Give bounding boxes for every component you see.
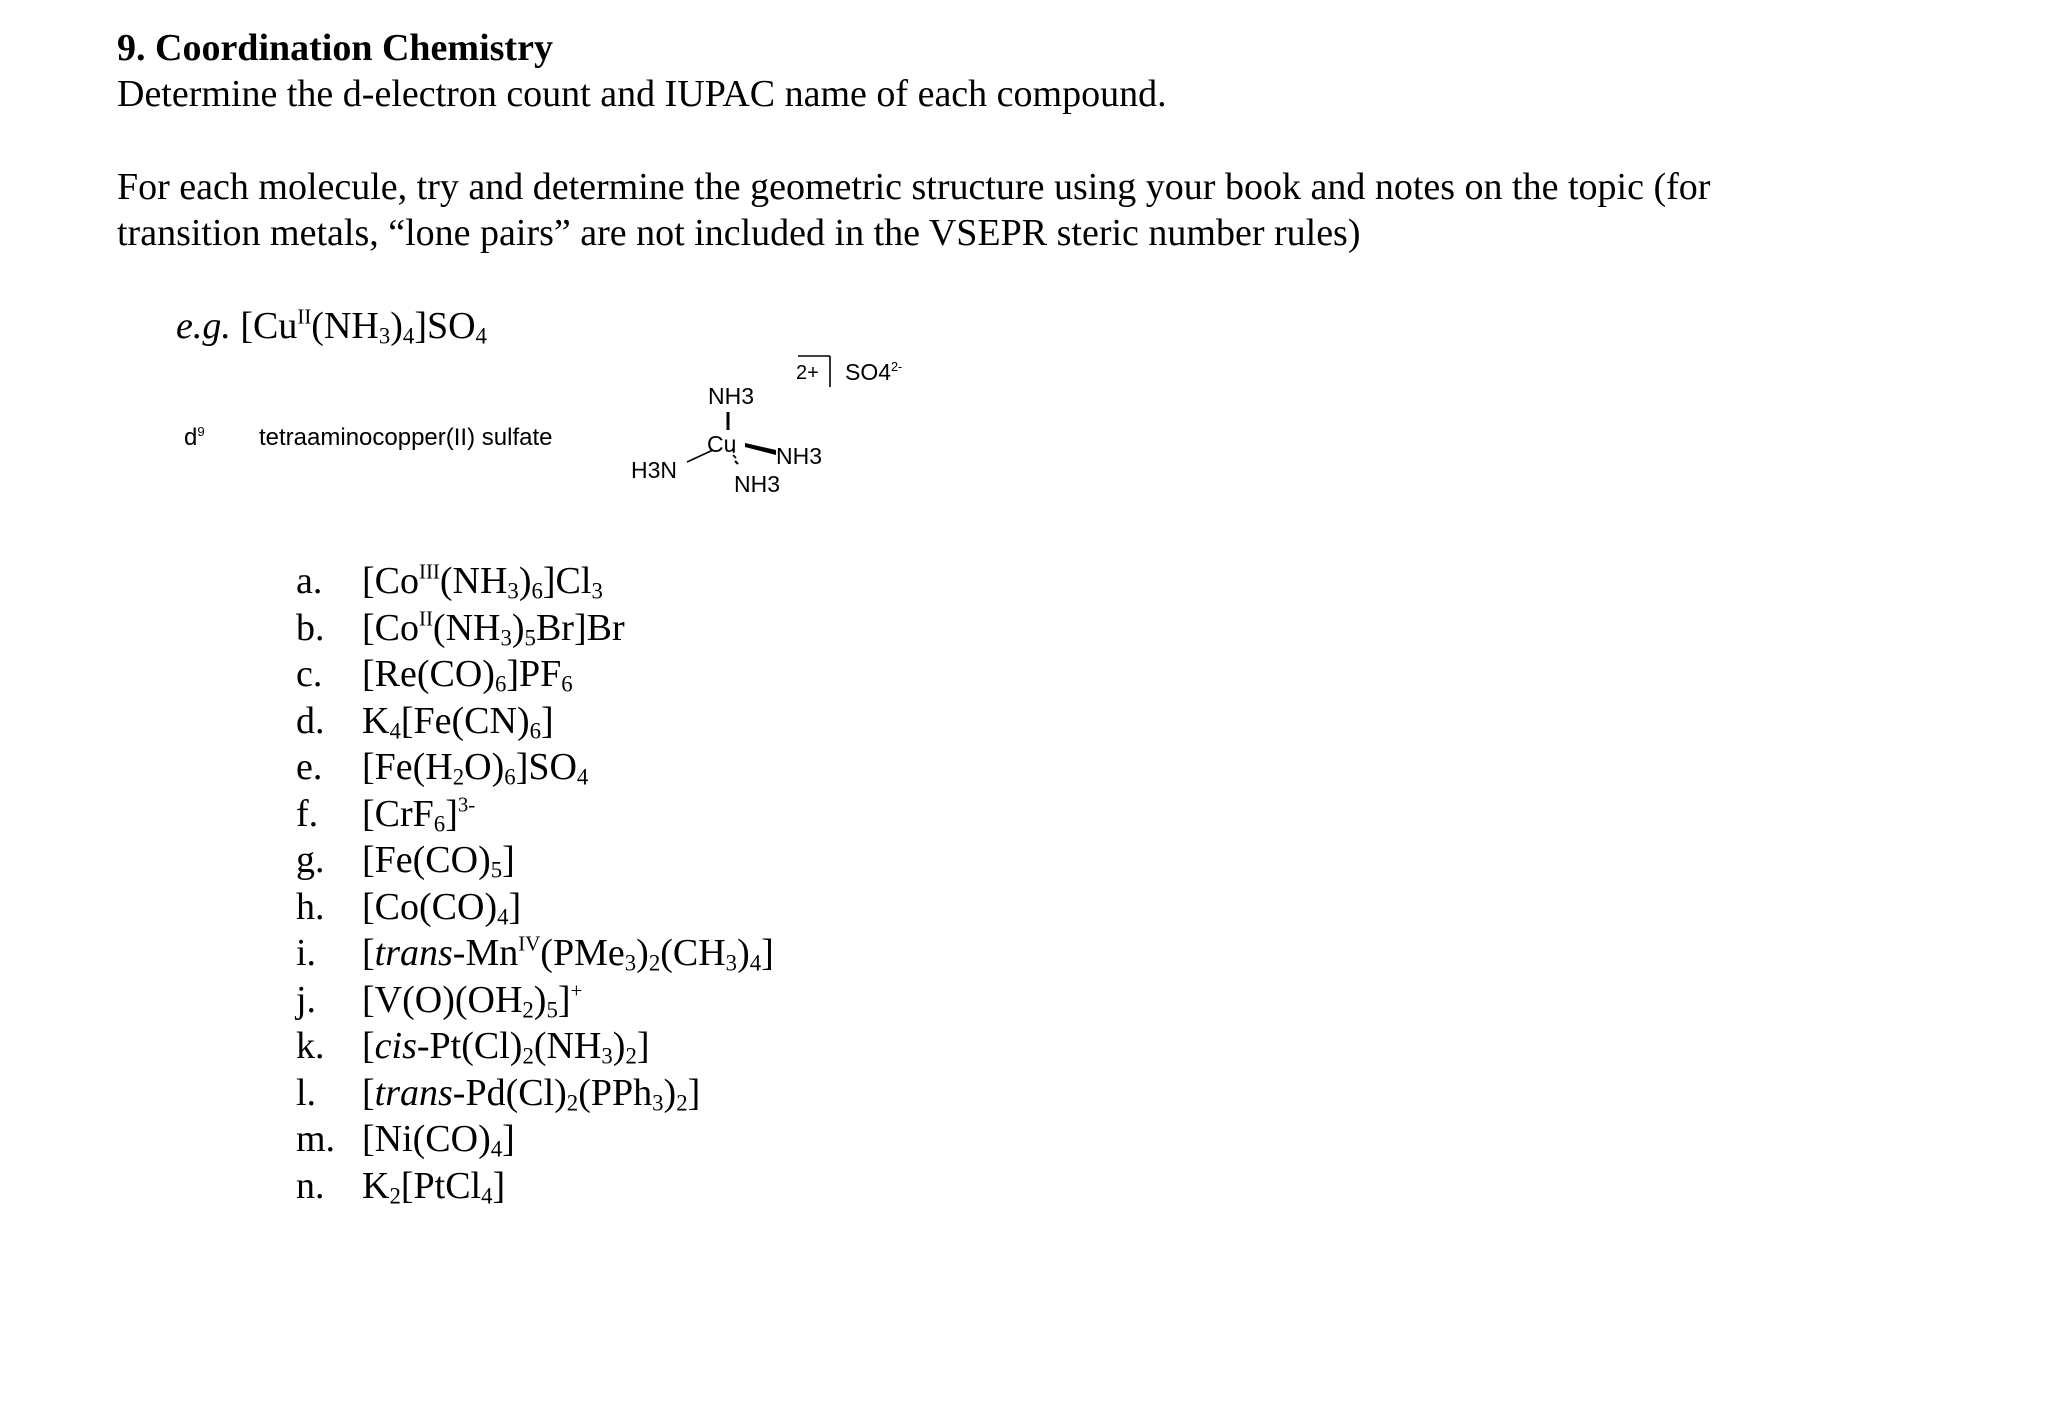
instructions-line-2: transition metals, “lone pairs” are not included in the VSEPR steric number rules) [117,212,1361,254]
compound-list [296,558,774,1209]
list-item: h. $[Co(CO)_4]$ [296,885,522,930]
metal-center: Cu [707,431,737,457]
list-item: l. $[trans-Pd(Cl)_2(PPh_3)_2]$ [296,1071,701,1116]
ligand-bottom: NH3 [734,471,781,497]
section-title: 9. Coordination Chemistry [117,27,553,69]
list-item: b. $[Co^{II}(NH_3)_5Br]Br$ [296,605,625,651]
list-item: f. $[CrF_6]^{3-}$ [296,791,476,837]
example-structure-diagram [620,345,950,515]
ligand-right: NH3 [776,443,823,469]
example-iupac-name: tetraaminocopper(II) sulfate [259,424,553,451]
list-item: n. $K_2[PtCl_4]$ [296,1164,506,1209]
example-d-count: $d^9$ [184,423,205,451]
ligand-left: H3N [631,457,678,483]
instructions-paragraph [117,164,1997,256]
section-subtitle: Determine the d-electron count and IUPAC name of each compound. [117,73,1167,115]
list-item: g. $[Fe(CO)_5]$ [296,839,515,883]
list-item: m. $[Ni(CO)_4]$ [296,1118,515,1162]
list-item: c. $[Re(CO)_6]PF_6$ [296,653,573,697]
counterion: $SO4^{2-}$ [845,359,903,385]
instructions-line-1: For each molecule, try and determine the geometric structure using your book and notes on the topic (for [117,166,1711,208]
example-formula: e.g. $[Cu^{II}(NH_3)_4]SO_4$ [176,304,487,349]
list-item: i. $[trans-Mn^{IV}(PMe_3)_2(CH_3)_4]$ [296,931,774,976]
ligand-top: NH3 [708,383,755,409]
list-item: a. $[Co^{III}(NH_3)_6]Cl_3$ [296,559,603,604]
list-item: k. $[cis-Pt(Cl)_2(NH_3)_2]$ [296,1025,650,1069]
list-item: j. $[V(O)(OH_2)_5]^+$ [296,977,583,1023]
list-item: e. $[Fe(H_2O)_6]SO_4$ [296,746,589,790]
list-item: d. $K_4[Fe(CN)_6]$ [296,699,554,744]
complex-charge: 2+ [796,362,819,384]
